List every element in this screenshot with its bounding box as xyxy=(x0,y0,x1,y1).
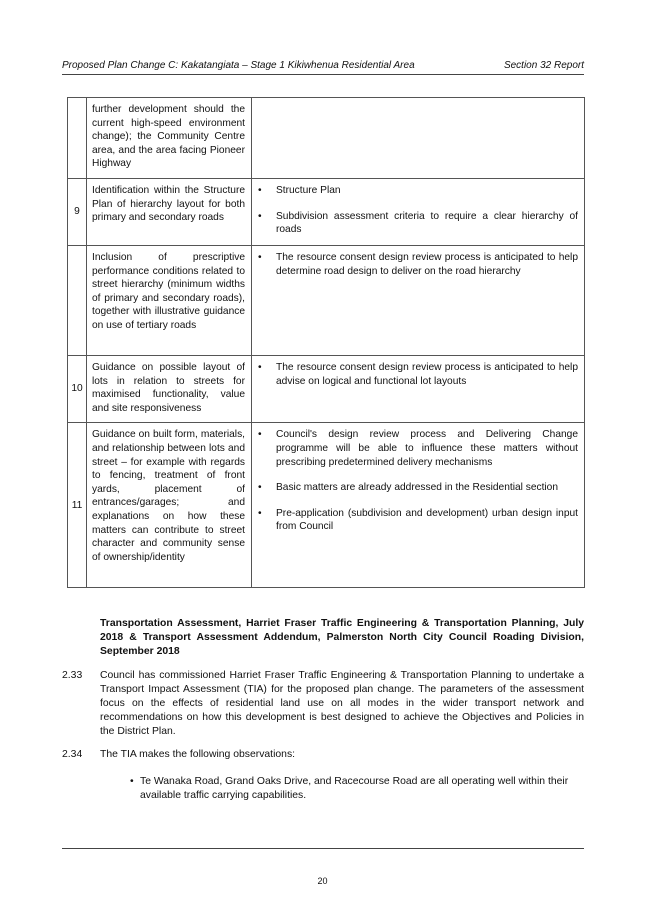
table-row xyxy=(68,355,585,422)
header-rule xyxy=(62,74,584,75)
row-response xyxy=(252,355,585,422)
row-number: 11 xyxy=(68,423,87,588)
row-response xyxy=(252,178,585,245)
assessment-table xyxy=(67,97,585,588)
row-description: further development should the current high-speed environment change); the Community Centre area, and the area facing Pioneer Highway xyxy=(87,98,252,179)
response-bullet: • Structure Plan xyxy=(258,184,341,196)
bullet-dot: • xyxy=(130,776,134,787)
row-number: 10 xyxy=(68,355,87,422)
paragraph-number: 2.34 xyxy=(62,749,83,760)
row-response xyxy=(252,98,585,179)
observation-bullet xyxy=(130,775,584,803)
paragraph-number: 2.33 xyxy=(62,670,83,681)
paragraph-text: Council has commissioned Harriet Fraser Traffic Engineering & Transportation Planning to undertake a Transport Impact Assessment (TIA) for the proposed plan change. The parameters of the assessment focus on the effects of residential land use on all modes in the wider transport network and recommendations on how this development is best designed to achieve the Objectives and Policies in the District Plan. xyxy=(100,670,584,737)
observation-text: Te Wanaka Road, Grand Oaks Drive, and Racecourse Road are all operating well within their available traffic carrying capabilities. xyxy=(140,776,569,801)
page-header xyxy=(62,60,584,71)
paragraph-2-34 xyxy=(62,748,584,762)
response-bullet: • Council's design review process and Delivering Change programme will be able to influence these matters without prescribing predetermined delivery mechanisms xyxy=(258,429,578,468)
section-heading: Transportation Assessment, Harriet Fraser Traffic Engineering & Transportation Planning, July 2018 & Transport Assessment Addendum, Palmerston North City Council Roading Division, September 2018 xyxy=(100,618,584,657)
header-document-title: Proposed Plan Change C: Kakatangiata – Stage 1 Kikiwhenua Residential Area xyxy=(62,60,415,71)
row-number xyxy=(68,245,87,355)
paragraph-text: The TIA makes the following observations: xyxy=(100,749,296,760)
row-number: 9 xyxy=(68,178,87,245)
row-description: Guidance on possible layout of lots in relation to streets for maximised functionality, value and site responsiveness xyxy=(87,355,252,422)
response-bullet: • Subdivision assessment criteria to require a clear hierarchy of roads xyxy=(258,210,578,236)
row-number xyxy=(68,98,87,179)
row-response xyxy=(252,245,585,355)
page-number: 20 xyxy=(317,876,328,886)
response-bullet: • The resource consent design review process is anticipated to help determine road design to deliver on the road hierarchy xyxy=(258,251,578,277)
row-description: Guidance on built form, materials, and relationship between lots and street – for example with regards to fencing, treatment of front yards, placement of entrances/garages; and explanations on how these matters can contribute to street character and community sense of ownership/identity xyxy=(87,423,252,588)
response-bullet: • Basic matters are already addressed in the Residential section xyxy=(258,482,559,494)
row-response xyxy=(252,423,585,588)
table-row xyxy=(68,178,585,245)
response-bullet: • The resource consent design review process is anticipated to help advise on logical and functional lot layouts xyxy=(258,361,578,387)
footer-rule xyxy=(62,848,584,849)
header-report-title: Section 32 Report xyxy=(503,60,584,71)
table-row xyxy=(68,98,585,179)
row-description: Inclusion of prescriptive performance conditions related to street hierarchy (minimum widths of primary and secondary roads), together with illustrative guidance on use of tertiary roads xyxy=(87,245,252,355)
table-row xyxy=(68,245,585,355)
table-row xyxy=(68,423,585,588)
paragraph-2-33 xyxy=(62,669,584,739)
row-description: Identification within the Structure Plan of hierarchy layout for both primary and secondary roads xyxy=(87,178,252,245)
response-bullet: • Pre-application (subdivision and development) urban design input from Council xyxy=(258,507,578,533)
